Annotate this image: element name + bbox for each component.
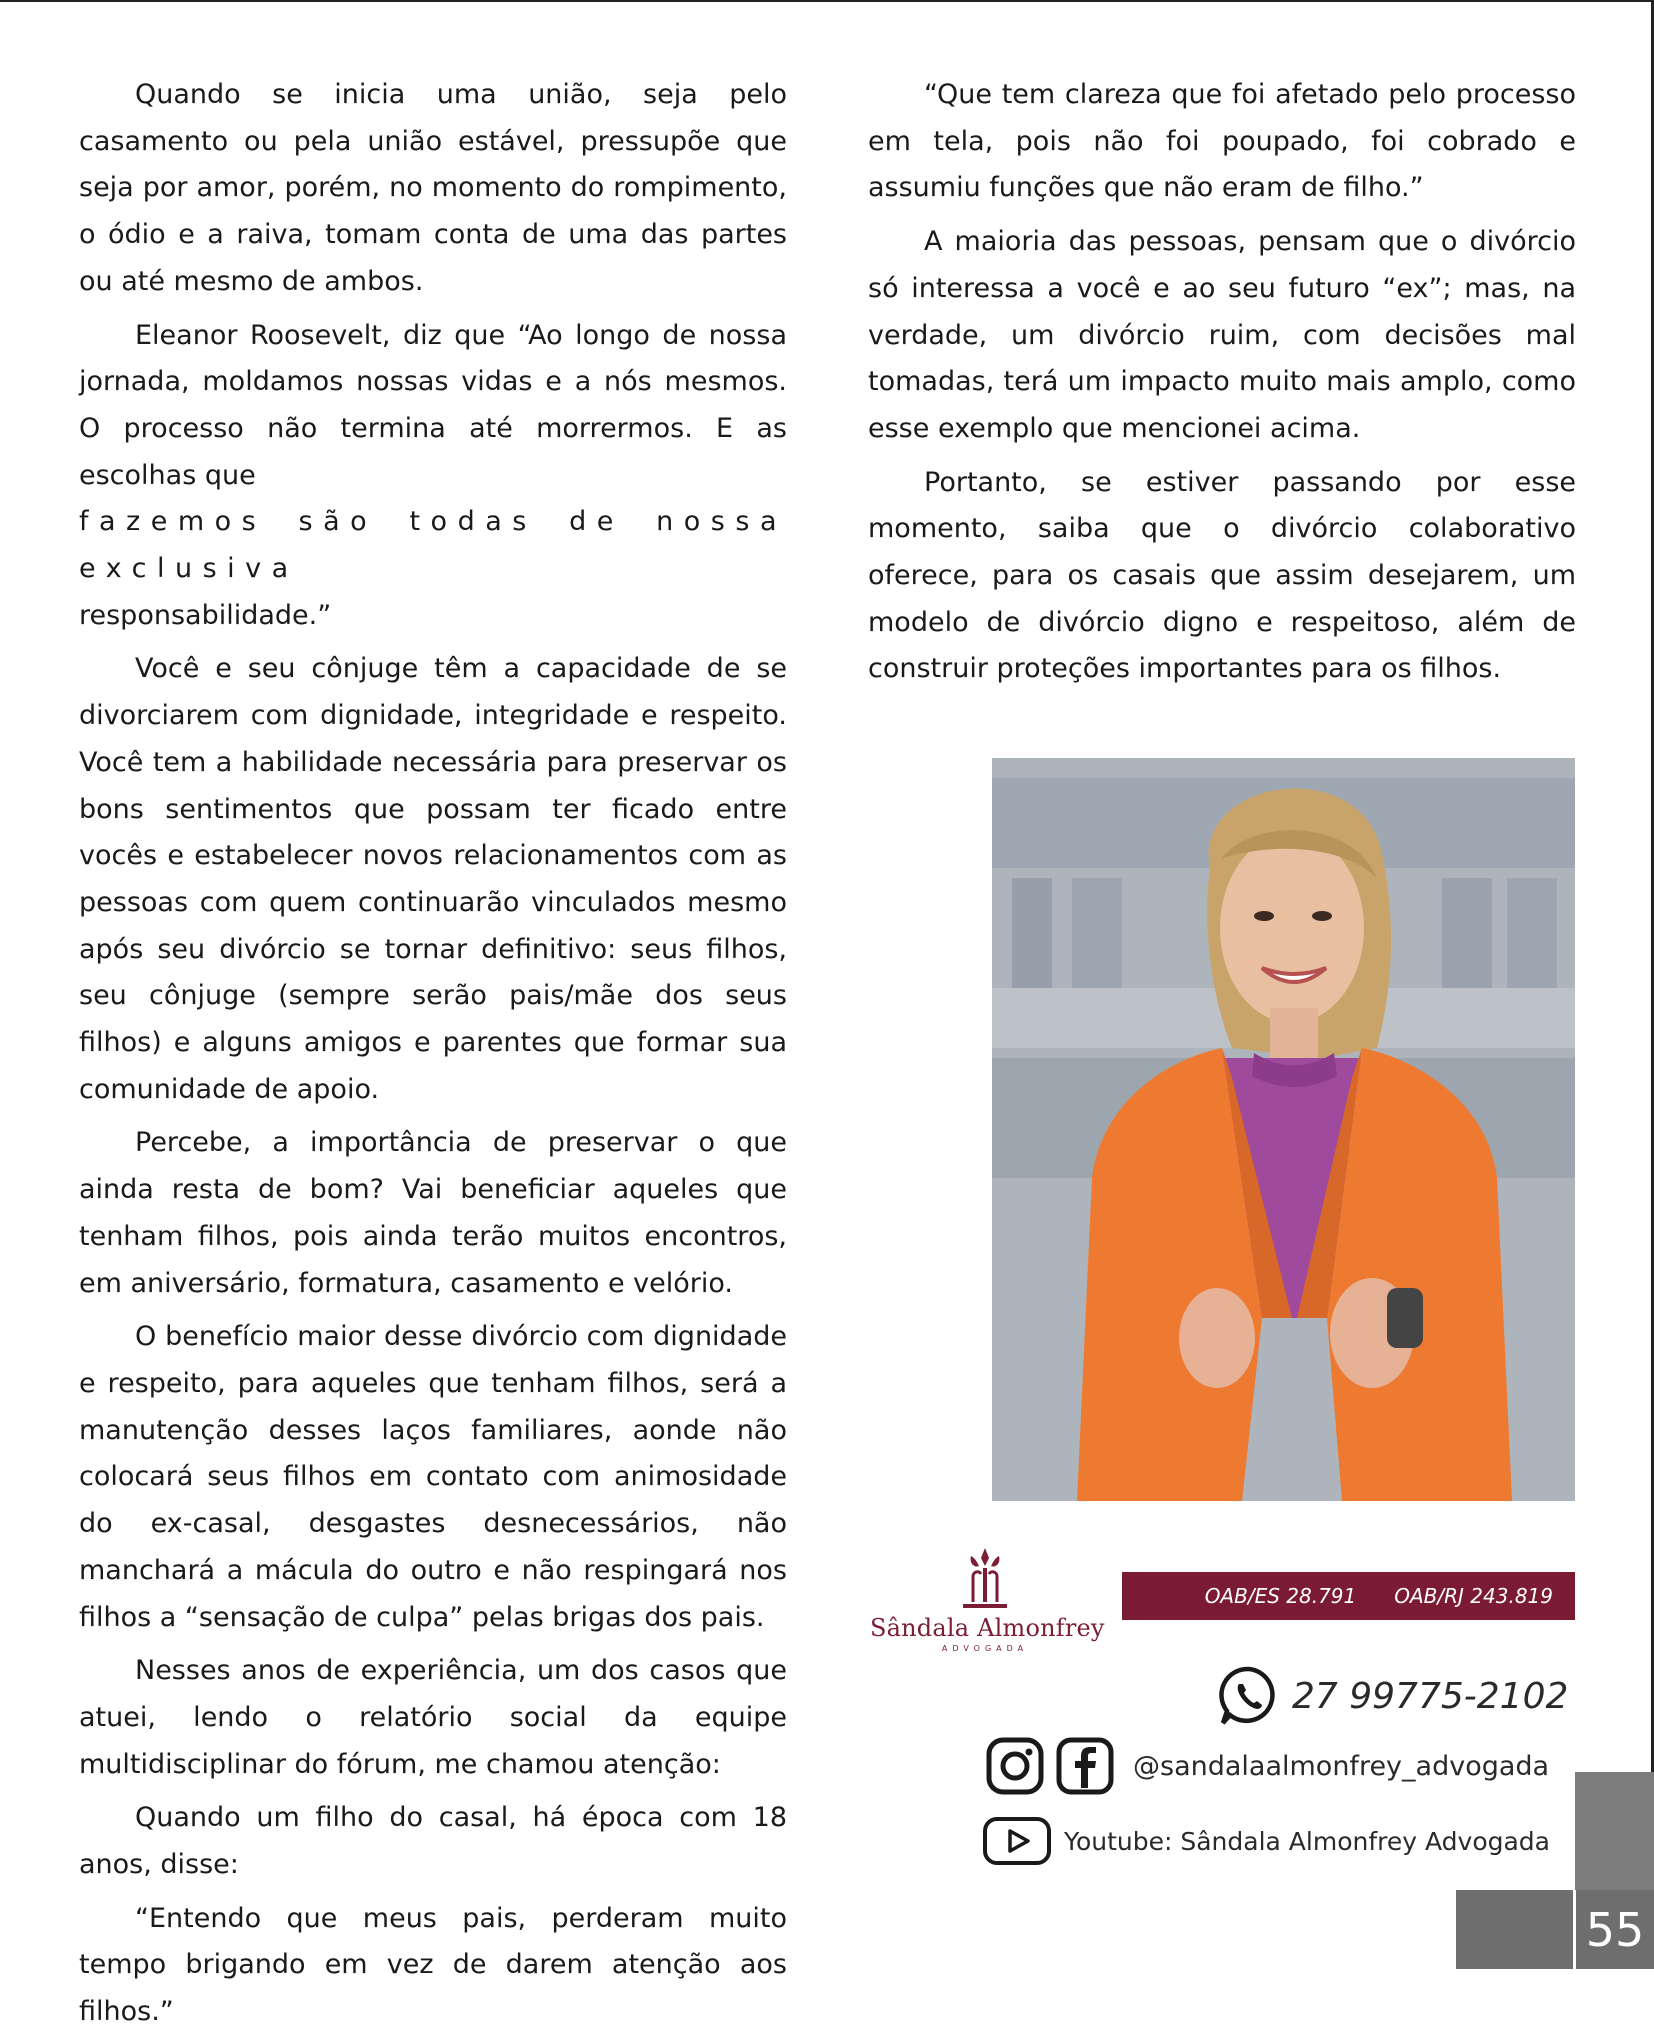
- whatsapp-icon: [1218, 1665, 1280, 1727]
- page-tab-top: [1575, 1772, 1654, 1890]
- page-number: 55: [1573, 1890, 1654, 1969]
- paragraph: O benefício maior desse divórcio com dignidade e respeito, para aqueles que tenham filhos, será a manutenção desses laços familiares, aonde não colocará seus filhos em contato com animosidade do ex-casal, desgastes desnecessários, não manchará a mácula do outro e não respingará nos filhos a “sensação de culpa” pelas brigas dos pais.: [79, 1321, 787, 1633]
- oab-rj: OAB/RJ 243.819: [1394, 1584, 1553, 1608]
- paragraph: [79, 313, 787, 640]
- logo-subtitle: ADVOGADA: [941, 1644, 1029, 1653]
- portrait-photo: [992, 758, 1575, 1501]
- brand-logo: [870, 1546, 1105, 1676]
- facebook-icon: [1055, 1736, 1115, 1796]
- youtube-channel[interactable]: Youtube: Sândala Almonfrey Advogada: [1064, 1826, 1550, 1856]
- paragraph: “Que tem clareza que foi afetado pelo processo em tela, pois não foi poupado, foi cobrado e assumiu funções que não eram de filho.”: [868, 79, 1576, 204]
- logo-name: Sândala Almonfrey: [870, 1614, 1105, 1642]
- contact-youtube: [982, 1814, 1550, 1868]
- paragraph: Nesses anos de experiência, um dos casos que atuei, lendo o relatório social da equipe multidisciplinar do fórum, me chamou atenção:: [79, 1655, 787, 1780]
- paragraph: Percebe, a importância de preservar o que ainda resta de bom? Vai beneficiar aqueles que tenham filhos, pois ainda terão muitos encontros, em aniversário, formatura, casamento e velório.: [79, 1127, 787, 1299]
- contact-phone: [1218, 1663, 1568, 1729]
- paragraph: Portanto, se estiver passando por esse momento, saiba que o divórcio colaborativo oferece, para os casais que assim desejarem, um modelo de divórcio digno e respeitoso, além de construir proteções importantes para os filhos.: [868, 466, 1576, 685]
- contact-social: [985, 1734, 1549, 1798]
- portrait-illustration: [992, 758, 1575, 1501]
- paragraph: A maioria das pessoas, pensam que o divórcio só interessa a você e ao seu futuro “ex”; mas, na verdade, um divórcio ruim, com decisões mal tomadas, terá um impacto muito mais amplo, como esse exemplo que mencionei acima.: [868, 226, 1576, 444]
- paragraph: Quando se inicia uma união, seja pelo casamento ou pela união estável, pressupõe que seja por amor, porém, no momento do rompimento, o ódio e a raiva, tomam conta de uma das partes ou até mesmo de ambos.: [79, 79, 787, 297]
- oab-es: OAB/ES 28.791: [1204, 1584, 1357, 1608]
- paragraph-text-spaced: fazemos são todas de nossa exclusiva: [79, 506, 787, 585]
- instagram-icon: [985, 1736, 1045, 1796]
- paragraph-text: responsabilidade.”: [79, 599, 332, 631]
- page-border-top: [0, 0, 1654, 2]
- article-right-column: [868, 72, 1576, 700]
- oab-bar: [1122, 1572, 1575, 1620]
- paragraph: “Entendo que meus pais, perderam muito tempo brigando em vez de darem atenção aos filhos.”: [79, 1902, 787, 2028]
- article-left-column: [79, 72, 787, 2043]
- social-handle[interactable]: @sandalaalmonfrey_advogada: [1133, 1750, 1550, 1782]
- youtube-icon: [982, 1816, 1052, 1866]
- paragraph: Quando um filho do casal, há época com 18 anos, disse:: [79, 1802, 787, 1881]
- paragraph: Você e seu cônjuge têm a capacidade de se divorciarem com dignidade, integridade e respeito. Você tem a habilidade necessária para preservar os bons sentimentos que possam ter ficado entre vocês e estabelecer novos relacionamentos com as pessoas com quem continuarão vinculados mesmo após seu divórcio se tornar definitivo: seus filhos, seu cônjuge (sempre serão pais/mãe dos seus filhos) e alguns amigos e parentes que formar sua comunidade de apoio.: [79, 653, 787, 1105]
- phone-number[interactable]: 27 99775-2102: [1292, 1675, 1569, 1717]
- sandalwood-logo-icon: [955, 1546, 1015, 1612]
- paragraph-text: Eleanor Roosevelt, diz que “Ao longo de nossa jornada, moldamos nossas vidas e a nós mesmos. O processo não termina até morrermos. E as escolhas que: [79, 319, 787, 491]
